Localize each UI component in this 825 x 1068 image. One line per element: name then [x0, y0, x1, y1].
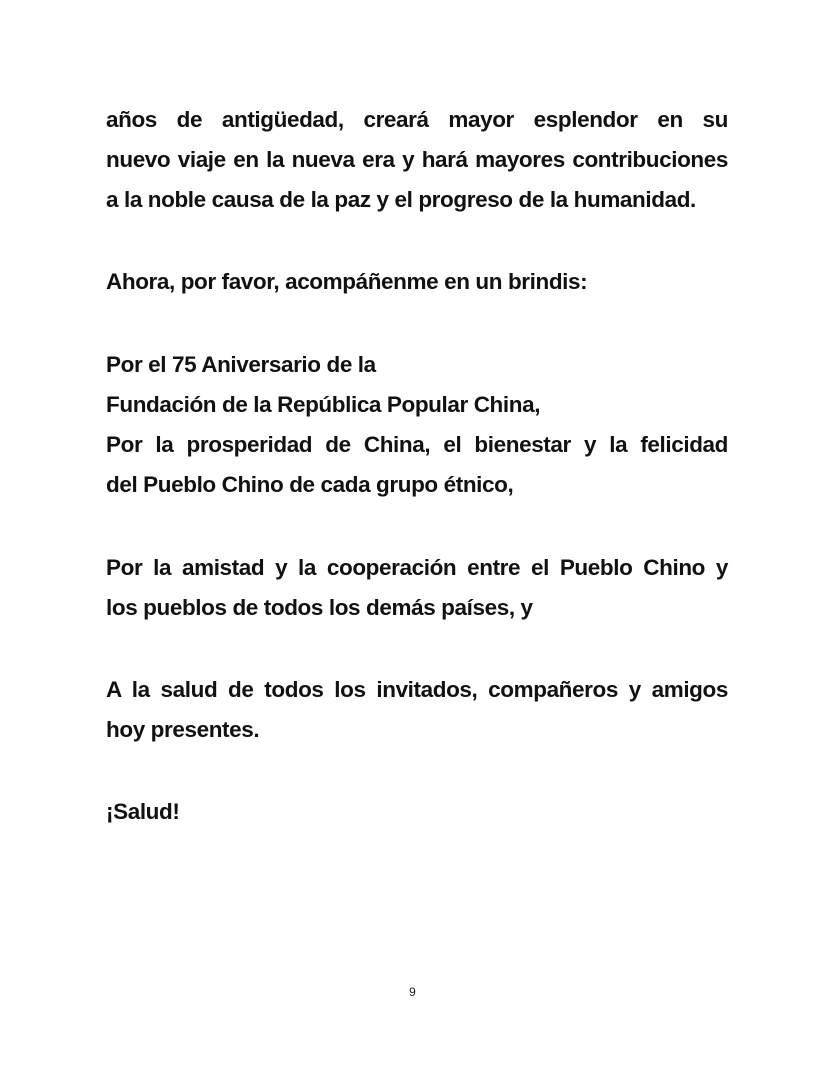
paragraph-toast-guests [106, 670, 728, 750]
text-line: ¡Salud! [106, 799, 180, 824]
paragraph-toast-friendship [106, 548, 728, 628]
text-line: Fundación de la República Popular China, [106, 392, 541, 417]
text-line: A la salud de todos los invitados, compañeros y amigos [106, 677, 728, 702]
text-line: años de antigüedad, creará mayor esplendor en su [106, 107, 728, 132]
page-number: 9 [409, 985, 416, 999]
text-line: Por la prosperidad de China, el bienestar y la felicidad [106, 432, 728, 457]
text-line: nuevo viaje en la nueva era y hará mayores contribuciones [106, 147, 728, 172]
text-line: hoy presentes. [106, 717, 260, 742]
text-line: del Pueblo Chino de cada grupo étnico, [106, 472, 514, 497]
text-line: Ahora, por favor, acompáñenme en un brindis: [106, 269, 588, 294]
paragraph-toast-anniversary [106, 345, 728, 505]
paragraph-cheers [106, 792, 728, 832]
paragraph-closing-remarks [106, 100, 728, 220]
text-line: Por el 75 Aniversario de la [106, 352, 376, 377]
paragraph-toast-invitation [106, 262, 728, 302]
text-line: a la noble causa de la paz y el progreso de la humanidad. [106, 187, 696, 212]
text-line: los pueblos de todos los demás países, y [106, 595, 533, 620]
text-line: Por la amistad y la cooperación entre el Pueblo Chino y [106, 555, 728, 580]
